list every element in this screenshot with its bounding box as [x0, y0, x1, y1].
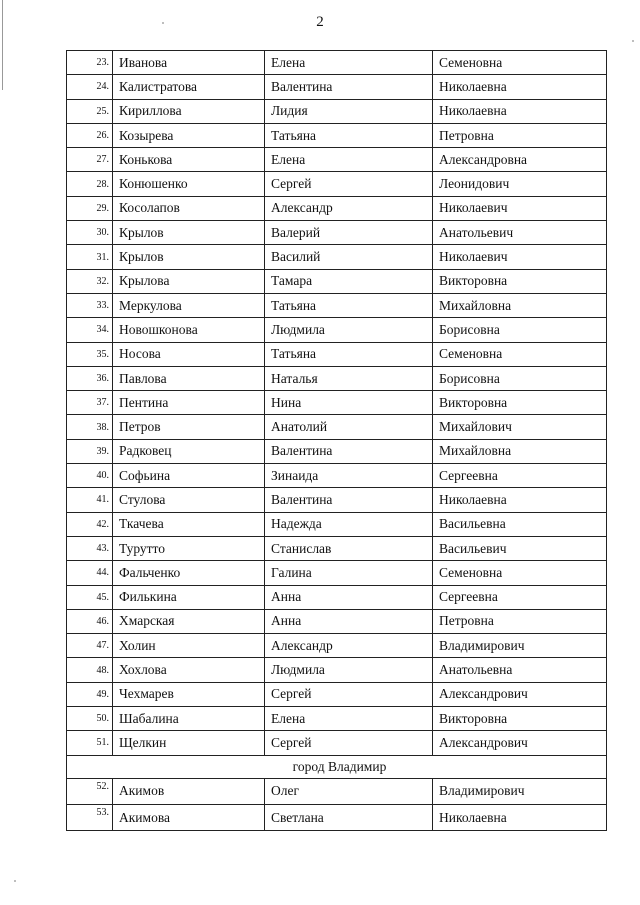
surname-cell: Новошконова: [113, 318, 265, 342]
table-row: [67, 221, 607, 245]
surname-cell: Пентина: [113, 391, 265, 415]
table-row: [67, 75, 607, 99]
row-number: 47.: [67, 634, 113, 658]
first-name-cell: Сергей: [265, 172, 433, 196]
row-number: 53.: [67, 804, 113, 830]
patronymic-cell: Анатольевич: [433, 221, 607, 245]
surname-cell: Турутто: [113, 536, 265, 560]
surname-cell: Хохлова: [113, 658, 265, 682]
patronymic-cell: Александровна: [433, 148, 607, 172]
patronymic-cell: Викторовна: [433, 707, 607, 731]
scan-speck: [162, 22, 164, 24]
first-name-cell: Светлана: [265, 804, 433, 830]
patronymic-cell: Анатольевна: [433, 658, 607, 682]
surname-cell: Хмарская: [113, 609, 265, 633]
first-name-cell: Тамара: [265, 269, 433, 293]
section-title: город Владимир: [67, 755, 607, 778]
surname-cell: Акимов: [113, 778, 265, 804]
surname-cell: Фальченко: [113, 561, 265, 585]
row-number: 45.: [67, 585, 113, 609]
first-name-cell: Елена: [265, 148, 433, 172]
surname-cell: Стулова: [113, 488, 265, 512]
table-row: [67, 99, 607, 123]
patronymic-cell: Николаевна: [433, 804, 607, 830]
first-name-cell: Лидия: [265, 99, 433, 123]
row-number: 52.: [67, 778, 113, 804]
patronymic-cell: Николаевна: [433, 99, 607, 123]
table-row: [67, 512, 607, 536]
surname-cell: Крылов: [113, 245, 265, 269]
table-row: [67, 439, 607, 463]
first-name-cell: Елена: [265, 707, 433, 731]
patronymic-cell: Владимирович: [433, 634, 607, 658]
patronymic-cell: Михайлович: [433, 415, 607, 439]
first-name-cell: Валентина: [265, 75, 433, 99]
surname-cell: Крылов: [113, 221, 265, 245]
row-number: 48.: [67, 658, 113, 682]
first-name-cell: Анна: [265, 585, 433, 609]
surname-cell: Софьина: [113, 464, 265, 488]
names-table: [66, 50, 607, 831]
surname-cell: Иванова: [113, 51, 265, 75]
first-name-cell: Валерий: [265, 221, 433, 245]
table-row: [67, 536, 607, 560]
first-name-cell: Станислав: [265, 536, 433, 560]
table-row: [67, 804, 607, 830]
table-row: [67, 245, 607, 269]
patronymic-cell: Леонидович: [433, 172, 607, 196]
table-row: [67, 148, 607, 172]
surname-cell: Филькина: [113, 585, 265, 609]
row-number: 46.: [67, 609, 113, 633]
row-number: 28.: [67, 172, 113, 196]
patronymic-cell: Семеновна: [433, 51, 607, 75]
first-name-cell: Татьяна: [265, 342, 433, 366]
first-name-cell: Василий: [265, 245, 433, 269]
surname-cell: Холин: [113, 634, 265, 658]
patronymic-cell: Александрович: [433, 731, 607, 755]
row-number: 36.: [67, 366, 113, 390]
table-row: [67, 634, 607, 658]
row-number: 24.: [67, 75, 113, 99]
names-table-body: [67, 51, 607, 756]
surname-cell: Ткачева: [113, 512, 265, 536]
surname-cell: Крылова: [113, 269, 265, 293]
table-row: [67, 293, 607, 317]
row-number: 44.: [67, 561, 113, 585]
patronymic-cell: Борисовна: [433, 318, 607, 342]
scan-speck: [14, 880, 16, 882]
row-number: 29.: [67, 196, 113, 220]
first-name-cell: Анатолий: [265, 415, 433, 439]
surname-cell: Конюшенко: [113, 172, 265, 196]
table-row: [67, 585, 607, 609]
scan-speck: [632, 40, 634, 42]
surname-cell: Конькова: [113, 148, 265, 172]
patronymic-cell: Сергеевна: [433, 585, 607, 609]
first-name-cell: Зинаида: [265, 464, 433, 488]
patronymic-cell: Владимирович: [433, 778, 607, 804]
patronymic-cell: Викторовна: [433, 269, 607, 293]
patronymic-cell: Борисовна: [433, 366, 607, 390]
row-number: 32.: [67, 269, 113, 293]
patronymic-cell: Николаевич: [433, 245, 607, 269]
first-name-cell: Татьяна: [265, 293, 433, 317]
surname-cell: Чехмарев: [113, 682, 265, 706]
table-row: [67, 778, 607, 804]
surname-cell: Петров: [113, 415, 265, 439]
page-number: 2: [316, 14, 324, 30]
surname-cell: Меркулова: [113, 293, 265, 317]
row-number: 23.: [67, 51, 113, 75]
table-row: [67, 682, 607, 706]
table-row: [67, 172, 607, 196]
surname-cell: Косолапов: [113, 196, 265, 220]
row-number: 49.: [67, 682, 113, 706]
surname-cell: Щелкин: [113, 731, 265, 755]
first-name-cell: Елена: [265, 51, 433, 75]
patronymic-cell: Александрович: [433, 682, 607, 706]
row-number: 37.: [67, 391, 113, 415]
first-name-cell: Александр: [265, 196, 433, 220]
row-number: 40.: [67, 464, 113, 488]
row-number: 31.: [67, 245, 113, 269]
table-row: [67, 123, 607, 147]
patronymic-cell: Васильевич: [433, 536, 607, 560]
patronymic-cell: Васильевна: [433, 512, 607, 536]
first-name-cell: Александр: [265, 634, 433, 658]
row-number: 39.: [67, 439, 113, 463]
table-row: [67, 342, 607, 366]
table-row: [67, 561, 607, 585]
surname-cell: Акимова: [113, 804, 265, 830]
table-row: [67, 658, 607, 682]
row-number: 34.: [67, 318, 113, 342]
table-row: [67, 196, 607, 220]
patronymic-cell: Петровна: [433, 609, 607, 633]
surname-cell: Шабалина: [113, 707, 265, 731]
surname-cell: Козырева: [113, 123, 265, 147]
first-name-cell: Валентина: [265, 488, 433, 512]
patronymic-cell: Петровна: [433, 123, 607, 147]
row-number: 25.: [67, 99, 113, 123]
row-number: 26.: [67, 123, 113, 147]
patronymic-cell: Викторовна: [433, 391, 607, 415]
table-row: [67, 731, 607, 755]
row-number: 33.: [67, 293, 113, 317]
section-table-body: [67, 755, 607, 831]
row-number: 41.: [67, 488, 113, 512]
patronymic-cell: Михайловна: [433, 293, 607, 317]
row-number: 50.: [67, 707, 113, 731]
first-name-cell: Людмила: [265, 318, 433, 342]
patronymic-cell: Николаевна: [433, 75, 607, 99]
table-row: [67, 464, 607, 488]
patronymic-cell: Николаевич: [433, 196, 607, 220]
section-header-row: [67, 755, 607, 778]
table-row: [67, 415, 607, 439]
table-row: [67, 707, 607, 731]
first-name-cell: Надежда: [265, 512, 433, 536]
table-row: [67, 269, 607, 293]
table-row: [67, 609, 607, 633]
surname-cell: Носова: [113, 342, 265, 366]
row-number: 51.: [67, 731, 113, 755]
surname-cell: Павлова: [113, 366, 265, 390]
first-name-cell: Олег: [265, 778, 433, 804]
table-row: [67, 51, 607, 75]
patronymic-cell: Николаевна: [433, 488, 607, 512]
row-number: 43.: [67, 536, 113, 560]
table-row: [67, 488, 607, 512]
row-number: 30.: [67, 221, 113, 245]
first-name-cell: Галина: [265, 561, 433, 585]
first-name-cell: Людмила: [265, 658, 433, 682]
row-number: 35.: [67, 342, 113, 366]
names-table-container: [66, 50, 606, 831]
patronymic-cell: Михайловна: [433, 439, 607, 463]
row-number: 42.: [67, 512, 113, 536]
row-number: 38.: [67, 415, 113, 439]
patronymic-cell: Сергеевна: [433, 464, 607, 488]
table-row: [67, 318, 607, 342]
table-row: [67, 391, 607, 415]
surname-cell: Радковец: [113, 439, 265, 463]
first-name-cell: Сергей: [265, 682, 433, 706]
surname-cell: Кириллова: [113, 99, 265, 123]
table-row: [67, 366, 607, 390]
first-name-cell: Татьяна: [265, 123, 433, 147]
first-name-cell: Нина: [265, 391, 433, 415]
first-name-cell: Валентина: [265, 439, 433, 463]
patronymic-cell: Семеновна: [433, 561, 607, 585]
row-number: 27.: [67, 148, 113, 172]
patronymic-cell: Семеновна: [433, 342, 607, 366]
first-name-cell: Сергей: [265, 731, 433, 755]
first-name-cell: Наталья: [265, 366, 433, 390]
surname-cell: Калистратова: [113, 75, 265, 99]
first-name-cell: Анна: [265, 609, 433, 633]
